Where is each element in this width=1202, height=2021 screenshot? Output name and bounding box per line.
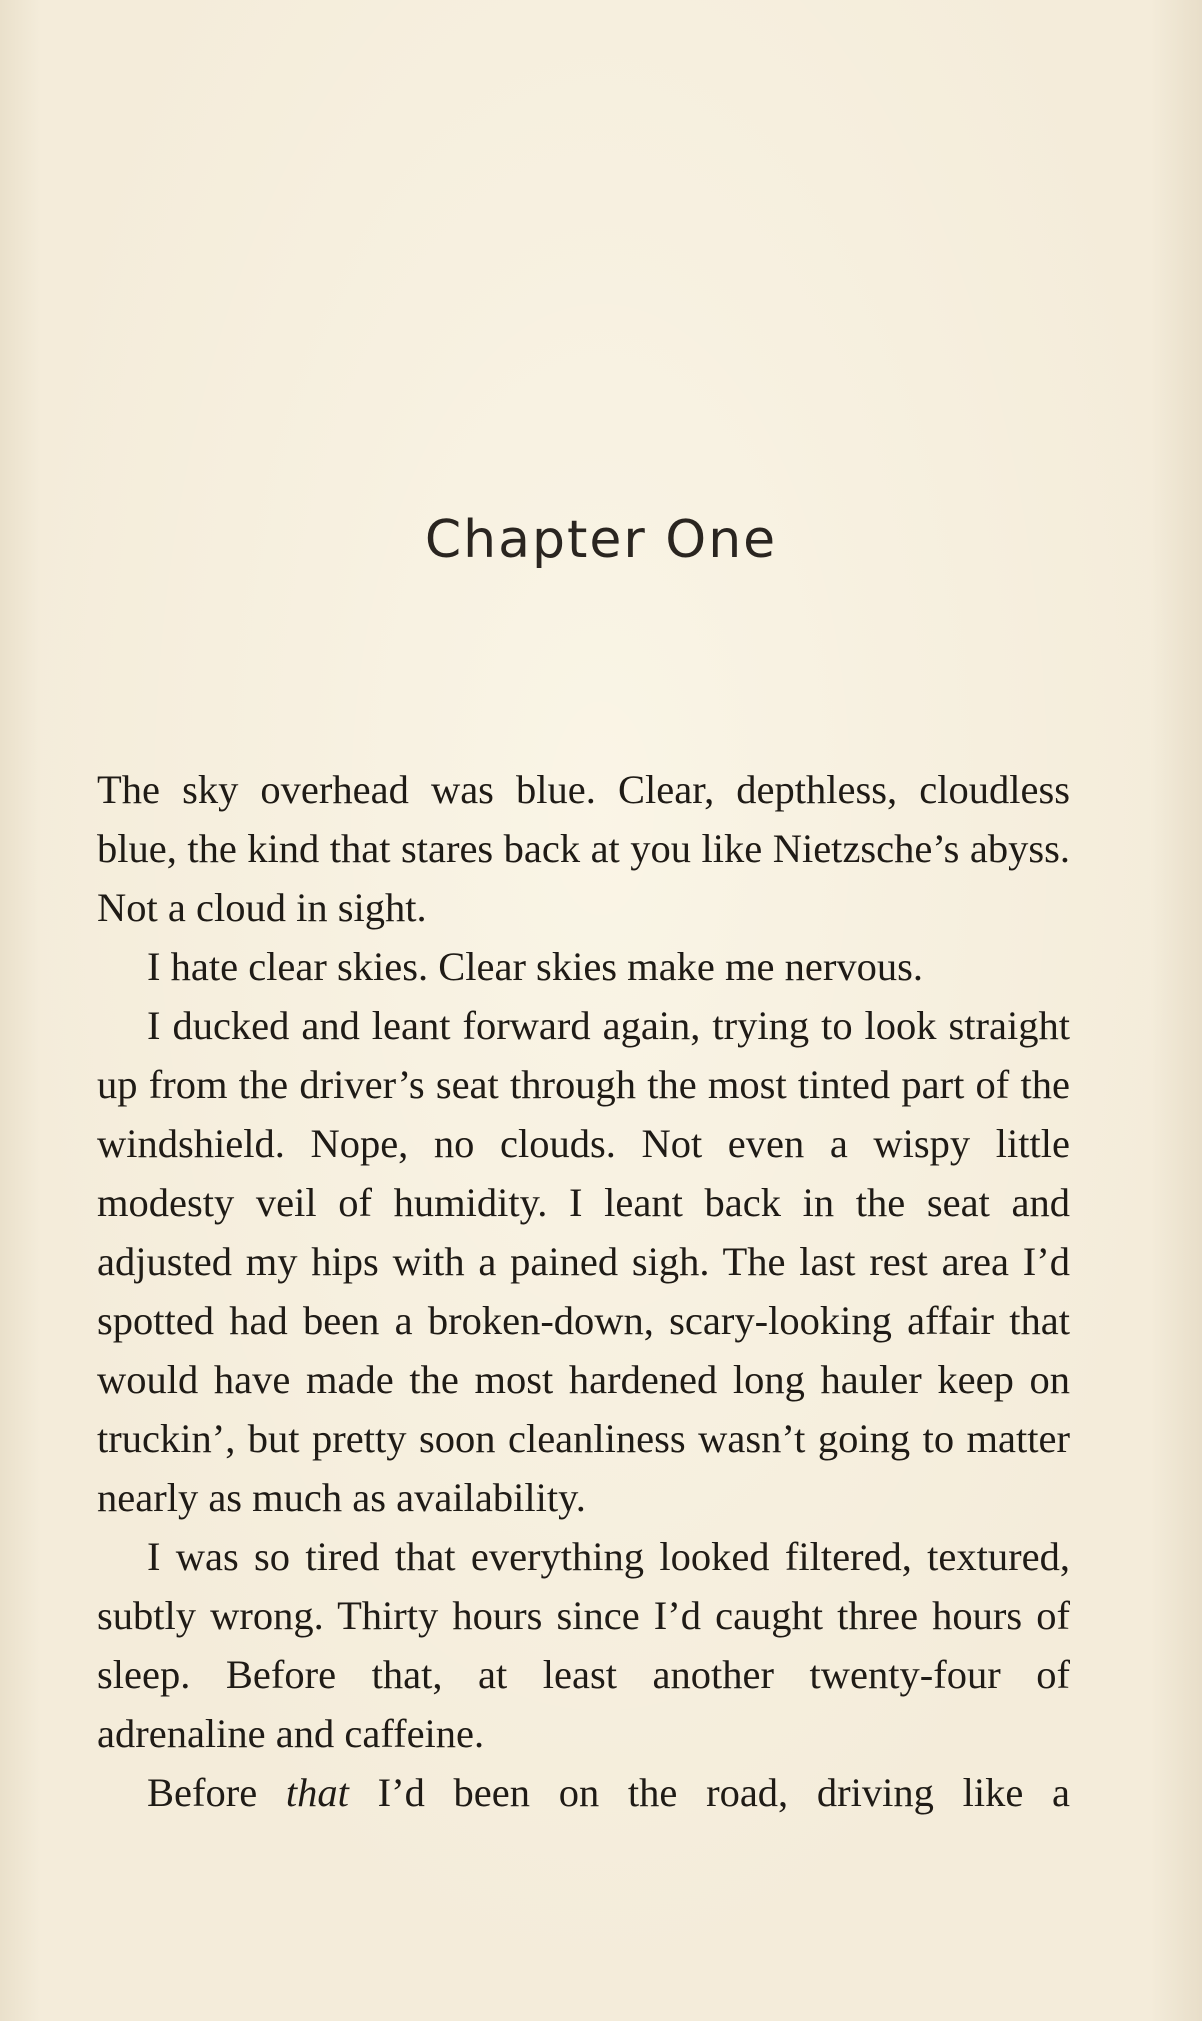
paragraph-3: I ducked and leant forward again, trying to look straight up from the driver’s seat through the most tinted part of the windshield. Nope, no clouds. Not even a wispy little modesty veil of humidity. I leant back in the seat and adjusted my hips with a pained sigh. The last rest area I’d spotted had been a broken-down, scary-looking affair that would have made the most hardened long hauler keep on truckin’, but pretty soon cleanliness wasn’t going to matter nearly as much as availability. xyxy=(97,1003,1070,1520)
paragraph-1: The sky overhead was blue. Clear, depthless, cloudless blue, the kind that stares back at you like Nietzsche’s abyss. Not a cloud in sight. xyxy=(97,767,1070,930)
paragraph-5-emphasis: that xyxy=(285,1770,349,1815)
paragraph-5-after: I’d been on the road, driving like a xyxy=(348,1770,1070,1815)
chapter-body xyxy=(97,760,1070,1822)
paragraph-5-before: Before xyxy=(147,1770,286,1815)
paragraph-2: I hate clear skies. Clear skies make me nervous. xyxy=(147,944,923,989)
chapter-title: Chapter One xyxy=(424,510,778,570)
paragraph-4: I was so tired that everything looked filtered, textured, subtly wrong. Thirty hours since I’d caught three hours of sleep. Before that, at least another twenty-four of adrenaline and caffeine. xyxy=(97,1534,1070,1756)
paragraph-5 xyxy=(97,1763,1070,1822)
